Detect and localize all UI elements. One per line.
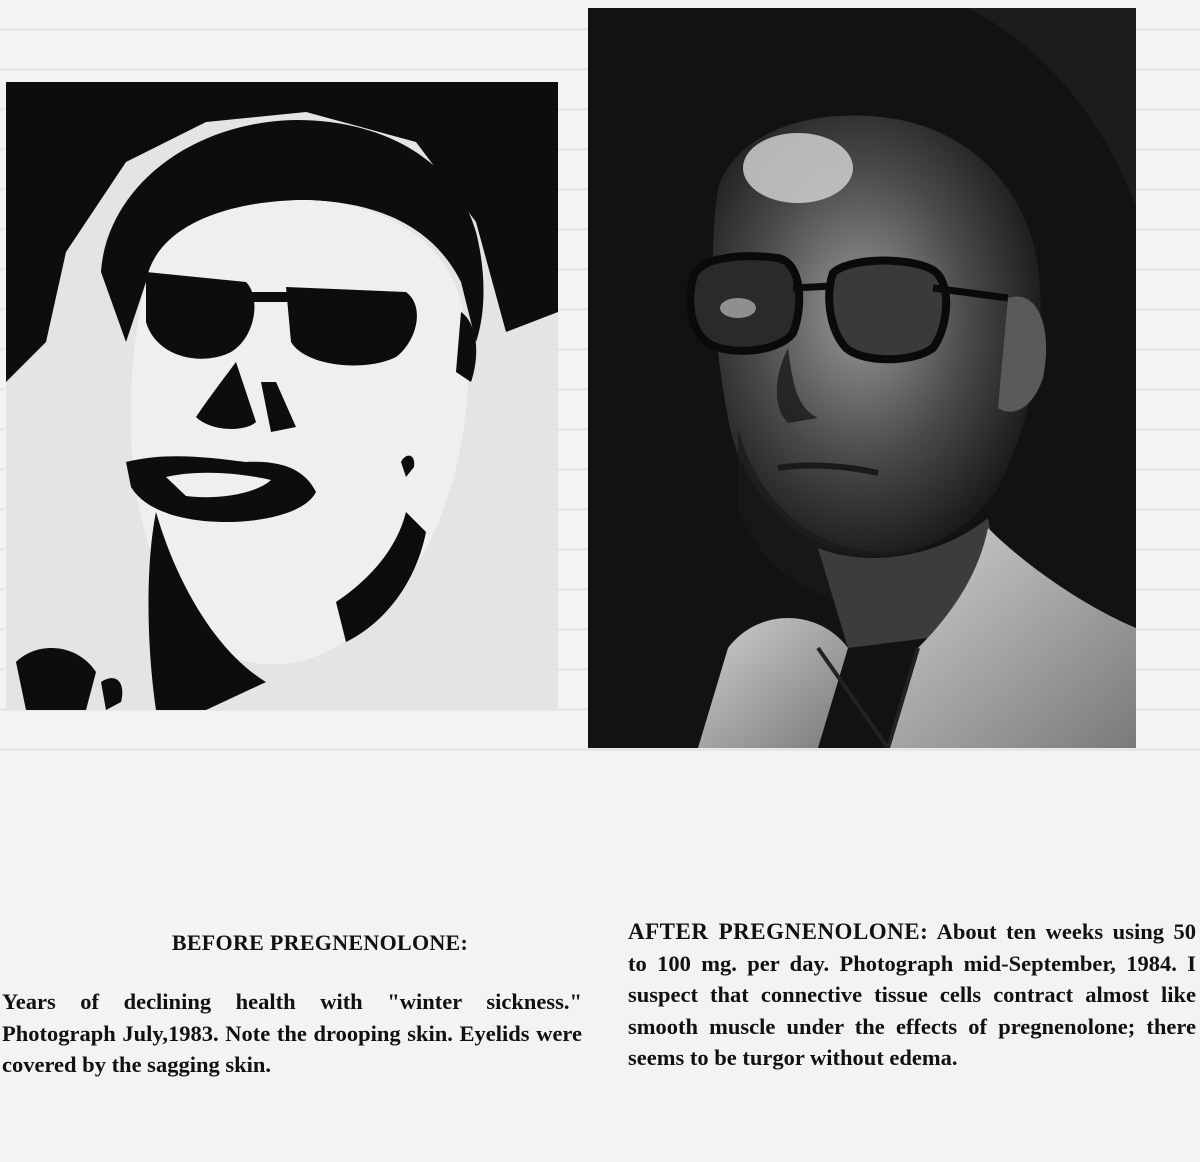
after-photograph [588,8,1136,748]
before-portrait-image [6,82,558,710]
after-portrait-image [588,8,1136,748]
before-caption: Years of declining health with "winter sickness." Photograph July,1983. Note the drooping skin. Eyelids were covered by the sagging skin. [2,989,582,1077]
after-heading: AFTER PREGNENOLONE: [628,919,929,944]
before-heading: BEFORE PREGNENOLONE: [171,930,469,955]
after-caption-block [628,916,1196,1074]
after-caption: About ten weeks using 50 to 100 mg. per day. Photograph mid-September, 1984. I suspect that connective tissue cells contract almost like smooth muscle under the effects of pregnenolone; there seems to be turgor without edema. [628,919,1196,1070]
before-photograph [6,82,558,710]
